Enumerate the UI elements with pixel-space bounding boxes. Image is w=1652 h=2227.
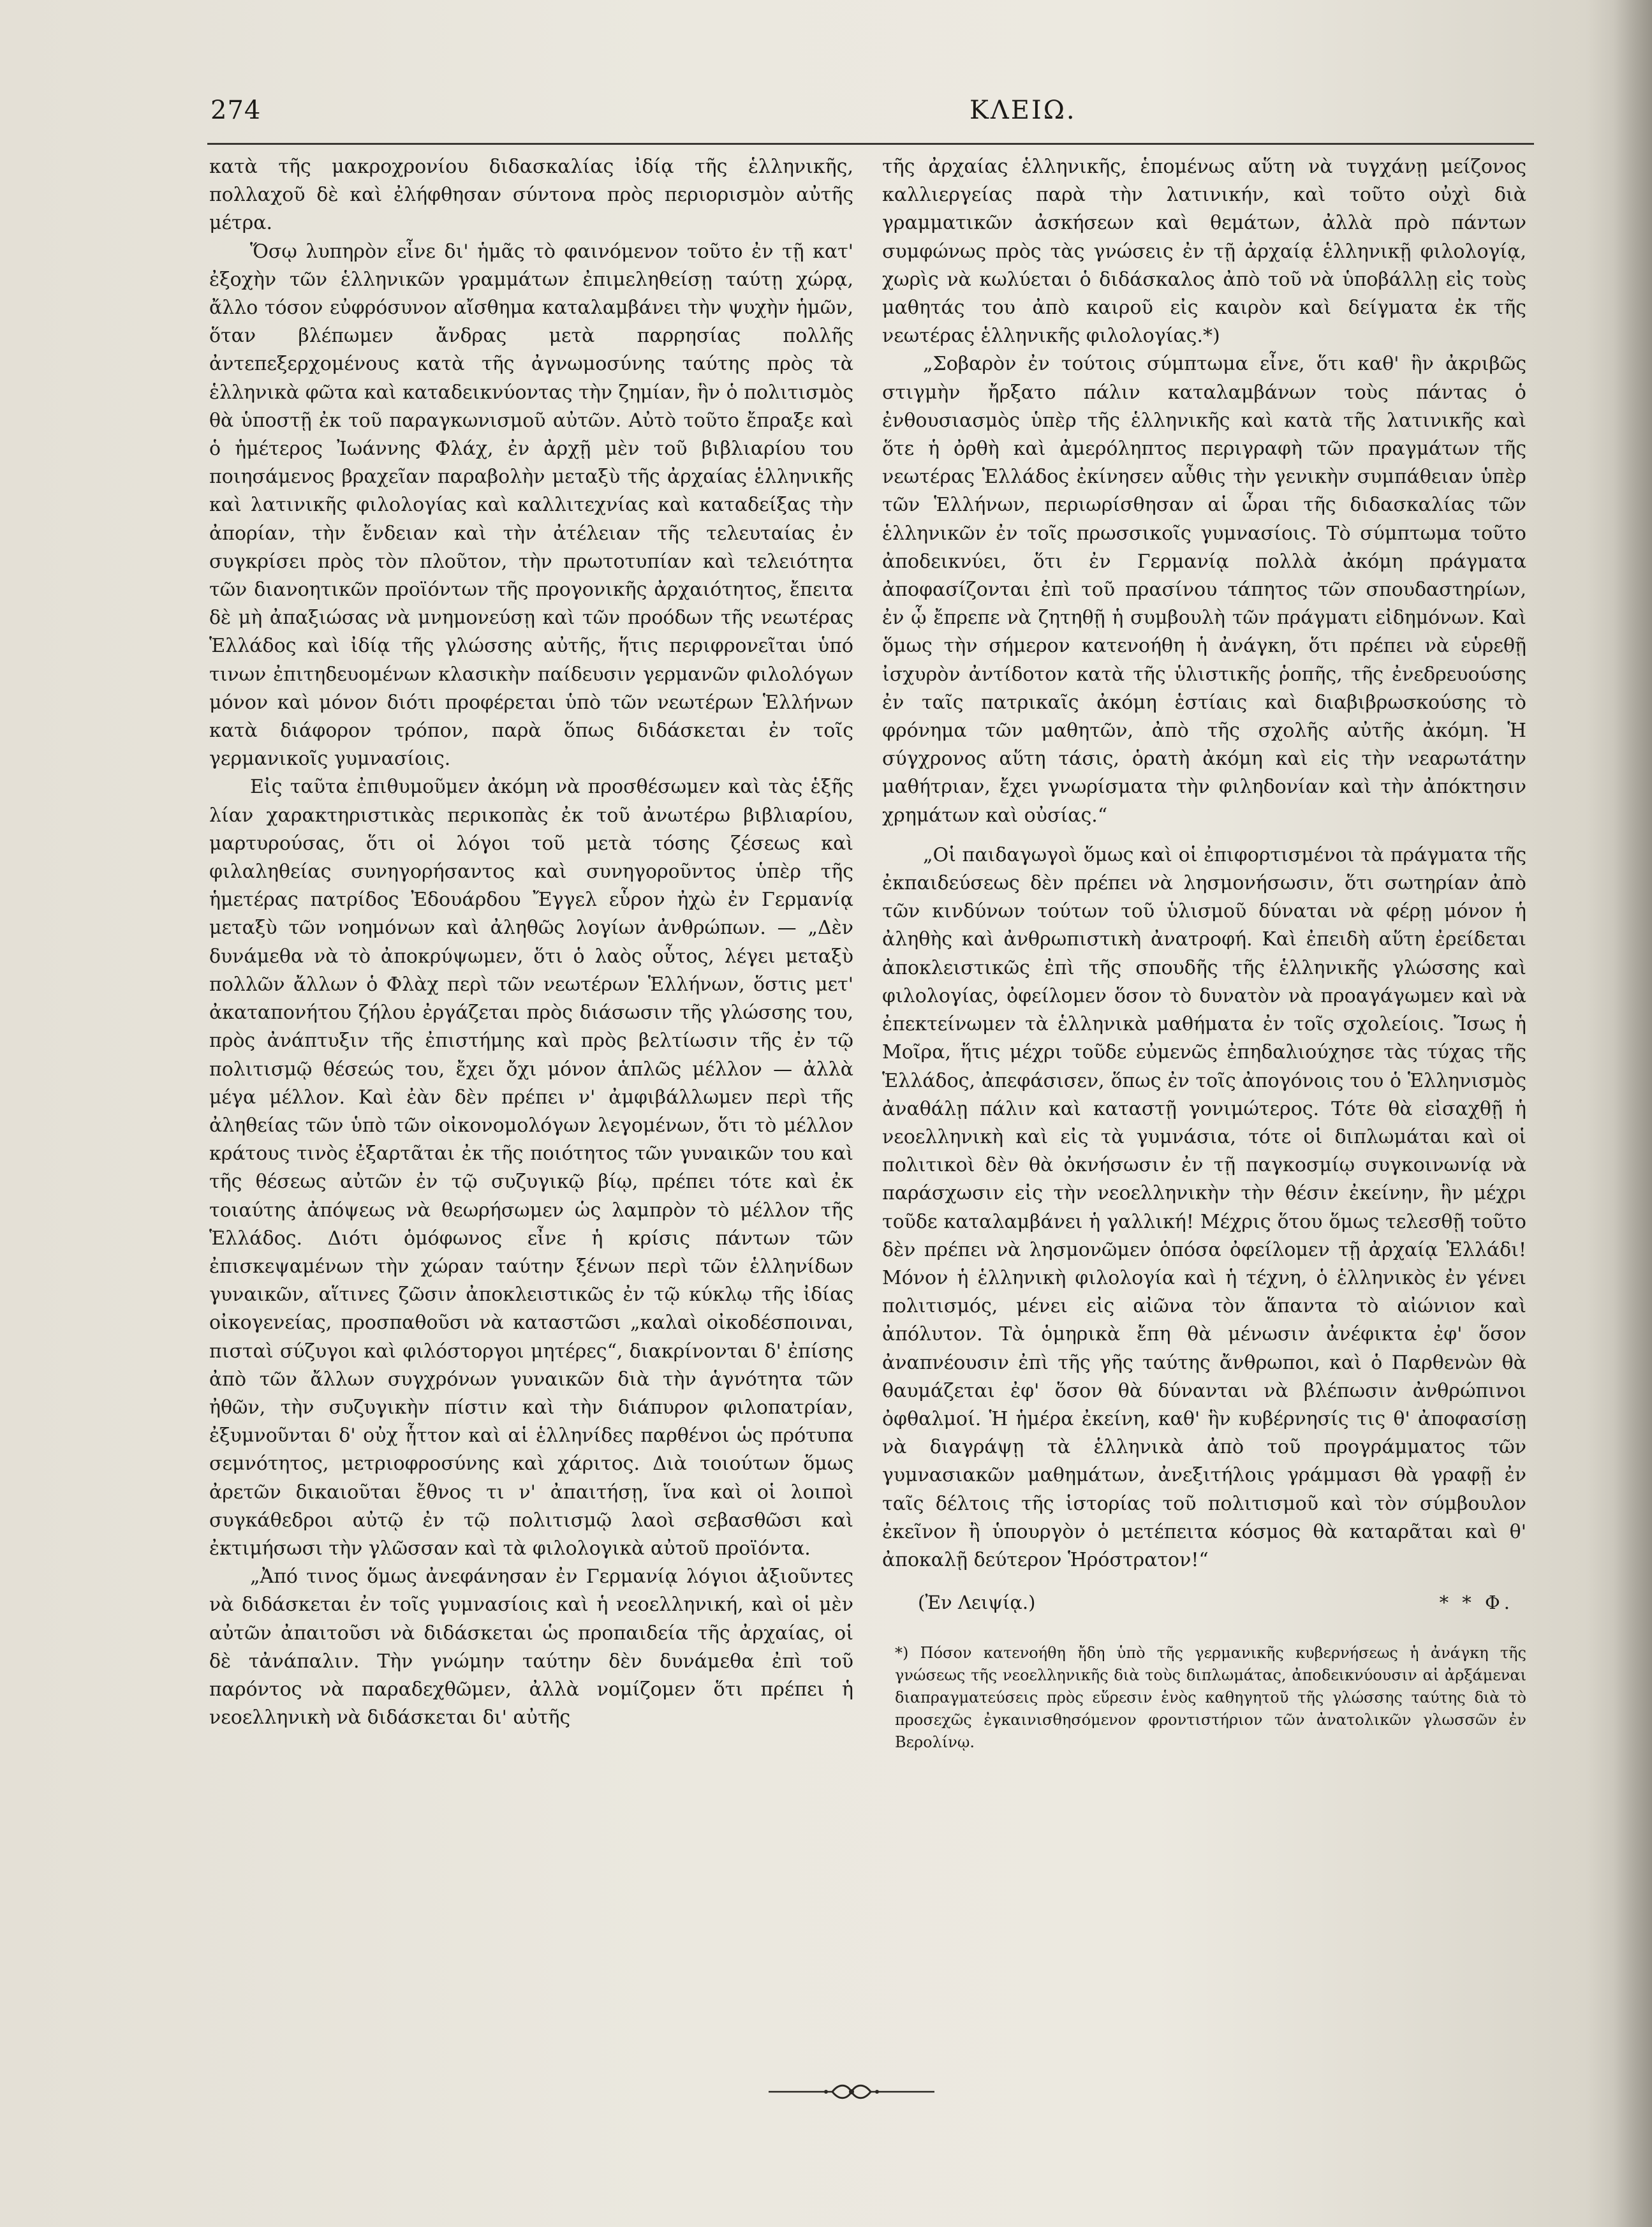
running-title: ΚΛΕΙΩ.	[970, 96, 1077, 125]
page-edge-shadow	[1614, 0, 1652, 2227]
signature-name: * * Φ.	[1439, 1592, 1514, 1614]
paragraph: „Ἀπό τινος ὅμως ἀνεφάνησαν ἐν Γερμανίᾳ λόγιοι ἀξιοῦντες νὰ διδάσκεται ἐν τοῖς γυμνασίοις καὶ ἡ νεοελληνική, καὶ οἱ μὲν αὐτῶν ἀπαιτοῦσι νὰ διδάσκεται ὡς προπαιδεία τῆς ἀρχαίας, οἱ δὲ τἀνάπαλιν. Τὴν γνώμην ταύτην δὲν δυνάμεθα ἐπὶ τοῦ παρόντος νὰ παραδεχθῶμεν, ἀλλὰ νομίζομεν ὅτι πρέπει ἡ νεοελληνικὴ νὰ διδάσκεται δι' αὐτῆς	[209, 1565, 853, 1729]
paragraph: Ὅσῳ λυπηρὸν εἶνε δι' ἡμᾶς τὸ φαινόμενον τοῦτο ἐν τῇ κατ' ἐξοχὴν τῶν ἑλληνικῶν γραμμάτων ἐπιμεληθείσῃ ταύτῃ χώρᾳ, ἄλλο τόσον εὐφρόσυνον αἴσθημα καταλαμβάνει τὴν ψυχὴν ἡμῶν, ὅταν βλέπωμεν ἄνδρας μετὰ παρρησίας πολλῆς ἀντεπεξερχομένους κατὰ τῆς ἀγνωμοσύνης ταύτης πρὸς τὰ ἑλληνικὰ φῶτα καὶ καταδεικνύοντας τὴν ζημίαν, ἣν ὁ πολιτισμὸς θὰ ὑποστῇ ἐκ τοῦ παραγκωνισμοῦ αὐτῶν. Αὐτὸ τοῦτο ἔπραξε καὶ ὁ ἡμέτερος Ἰωάννης Φλάχ, ἐν ἀρχῇ μὲν τοῦ βιβλιαρίου του ποιησάμενος βραχεῖαν παραβολὴν μεταξὺ τῆς ἀρχαίας ἑλληνικῆς καὶ λατινικῆς φιλολογίας καὶ καλλιτεχνίας καὶ καταδείξας τὴν ἀπορίαν, τὴν ἔνδειαν καὶ τὴν ἀτέλειαν τῆς τελευταίας ἐν συγκρίσει πρὸς τὸν πλοῦτον, τὴν πρωτοτυπίαν καὶ τελειότητα τῶν διανοητικῶν προϊόντων τῆς προγονικῆς ἀρχαιότητος, ἔπειτα δὲ μὴ ἀπαξιώσας νὰ μνημονεύσῃ καὶ τῶν προόδων τῆς νεωτέρας Ἑλλάδος καὶ ἰδίᾳ τῆς γλώσσης αὐτῆς, ἥτις περιφρονεῖται ὑπό τινων ἐπιτηδευομένων κλασικὴν παίδευσιν γερμανῶν φιλολόγων μόνον καὶ μόνον διότι προφέρεται ὑπὸ τῶν νεωτέρων Ἑλλήνων κατὰ διάφορον τρόπον, παρὰ ὅπως διδάσκεται ἐν τοῖς γερμανικοῖς γυμνασίοις.	[209, 240, 853, 771]
header-rule	[207, 143, 1534, 145]
paragraph: κατὰ τῆς μακροχρονίου διδασκαλίας ἰδίᾳ τῆς ἑλληνικῆς, πολλαχοῦ δὲ καὶ ἐλήφθησαν σύντονα πρὸς περιορισμὸν αὐτῆς μέτρα.	[209, 156, 853, 235]
page-number: 274	[210, 96, 262, 125]
paragraph: „Οἱ παιδαγωγοὶ ὅμως καὶ οἱ ἐπιφορτισμένοι τὰ πράγματα τῆς ἐκπαιδεύσεως δὲν πρέπει νὰ λησμονήσωσιν, ὅτι σωτηρίαν ἀπὸ τῶν κινδύνων τούτων τοῦ ὑλισμοῦ δύναται νὰ φέρῃ μόνον ἡ ἀληθὴς καὶ ἀνθρωπιστικὴ ἀνατροφή. Καὶ ἐπειδὴ αὕτη ἐρείδεται ἀποκλειστικῶς ἐπὶ τῆς σπουδῆς τῆς ἑλληνικῆς γλώσσης καὶ φιλολογίας, ὀφείλομεν ὅσον τὸ δυνατὸν νὰ προαγάγωμεν καὶ νὰ ἐπεκτείνωμεν τὰ ἑλληνικὰ μαθήματα ἐν τοῖς σχολείοις. Ἴσως ἡ Μοῖρα, ἥτις μέχρι τοῦδε εὐμενῶς ἐπηδαλιούχησε τὰς τύχας τῆς Ἑλλάδος, ἀπεφάσισεν, ὅπως ἐν τοῖς ἀπογόνοις του ὁ Ἑλληνισμὸς ἀναθάλῃ πάλιν καὶ καταστῇ γονιμώτερος. Τότε θὰ εἰσαχθῇ ἡ νεοελληνικὴ καὶ εἰς τὰ γυμνάσια, τότε οἱ διπλωμάται καὶ οἱ πολιτικοὶ δὲν θὰ ὀκνήσωσιν ἐν τῇ παγκοσμίῳ συγκοινωνίᾳ νὰ παράσχωσιν εἰς τὴν νεοελληνικὴν τὴν θέσιν ἐκείνην, ἣν μέχρι τοῦδε καταλαμβάνει ἡ γαλλική! Μέχρις ὅτου ὅμως τελεσθῇ τοῦτο δὲν πρέπει νὰ λησμονῶμεν ὁπόσα ὀφείλομεν τῇ ἀρχαίᾳ Ἑλλάδι! Μόνον ἡ ἑλληνικὴ φιλολογία καὶ ἡ τέχνη, ὁ ἑλληνικὸς ἐν γένει πολιτισμός, μένει εἰς αἰῶνα τὸν ἅπαντα τὸ αἰώνιον καὶ ἀπόλυτον. Τὰ ὁμηρικὰ ἔπη θὰ μένωσιν ἀνέφικτα ἐφ' ὅσον ἀναπνέουσιν ἐπὶ τῆς γῆς ταύτης ἄνθρωποι, καὶ ὁ Παρθενὼν θὰ θαυμάζεται ἐφ' ὅσον θὰ δύνανται νὰ βλέπωσιν ἀνθρώπινοι ὀφθαλμοί. Ἡ ἡμέρα ἐκείνη, καθ' ἣν κυβέρνησίς τις θ' ἀποφασίσῃ νὰ διαγράψῃ τὰ ἑλληνικὰ ἀπὸ τοῦ προγράμματος τῶν γυμνασιακῶν μαθημάτων, ἀνεξιτήλοις γράμμασι θὰ γραφῇ ἐν ταῖς δέλτοις τῆς ἱστορίας τοῦ πολιτισμοῦ καὶ τὸν σύμβουλον ἐκεῖνον ἢ ὑπουργὸν ὁ μετέπειτα κόσμος θὰ καταρᾶται καὶ θ' ἀποκαλῇ δεύτερον Ἡρόστρατον!“	[882, 843, 1526, 1571]
left-column	[209, 153, 853, 1732]
right-column-paragraphs	[882, 153, 1526, 1574]
paragraph-gap	[882, 830, 1526, 841]
footnote: *) Πόσον κατενοήθη ἤδη ὑπὸ τῆς γερμανικῆς κυβερνήσεως ἡ ἀνάγκη τῆς γνώσεως τῆς νεοελληνικῆς διὰ τοὺς διπλωμάτας, ἀποδεικνύουσιν αἱ ἀρξάμεναι διαπραγματεύσεις πρὸς εὕρεσιν ἑνὸς καθηγητοῦ τῆς γλώσσης ταύτης διὰ τὸ προσεχῶς ἐγκαινισθησόμενον φροντιστήριον τῶν ἀνατολικῶν γλωσσῶν ἐν Βερολίνῳ.	[895, 1644, 1526, 1752]
paragraph: τῆς ἀρχαίας ἑλληνικῆς, ἑπομένως αὕτη νὰ τυγχάνῃ μείζονος καλλιεργείας παρὰ τὴν λατινικήν, καὶ τοῦτο οὐχὶ διὰ γραμματικῶν ἀσκήσεων καὶ θεμάτων, ἀλλὰ πρὸ πάντων συμφώνως πρὸς τὰς γνώσεις ἐν τῇ ἀρχαίᾳ ἑλληνικῇ φιλολογίᾳ, χωρὶς νὰ κωλύεται ὁ διδάσκαλος ἀπὸ τοῦ νὰ ὑποβάλλῃ εἰς τοὺς μαθητάς του ἀπὸ καιροῦ εἰς καιρὸν καὶ δείγματα ἐκ τῆς νεωτέρας ἑλληνικῆς φιλολογίας.*)	[882, 156, 1526, 348]
signature-row	[882, 1588, 1526, 1617]
page-header	[210, 96, 1524, 134]
decorative-fleuron-icon	[762, 2081, 941, 2103]
signature-place: (Ἐν Λειψίᾳ.)	[918, 1592, 1036, 1614]
paragraph: „Σοβαρὸν ἐν τούτοις σύμπτωμα εἶνε, ὅτι καθ' ἣν ἀκριβῶς στιγμὴν ἤρξατο πάλιν καταλαμβάνων τοὺς πάντας ὁ ἐνθουσιασμὸς ὑπὲρ τῆς ἑλληνικῆς καὶ κατὰ τῆς λατινικῆς καὶ ὅτε ἡ ὀρθὴ καὶ ἀμερόληπτος περιγραφὴ τῶν πραγμάτων τῆς νεωτέρας Ἑλλάδος ἐκίνησεν αὖθις τὴν γενικὴν συμπάθειαν ὑπὲρ τῶν Ἑλλήνων, περιωρίσθησαν αἱ ὧραι τῆς διδασκαλίας τῶν ἑλληνικῶν ἐν τοῖς πρωσσικοῖς γυμνασίοις. Τὸ σύμπτωμα τοῦτο ἀποδεικνύει, ὅτι ἐν Γερμανίᾳ πολλὰ ἀκόμη πράγματα ἀποφασίζονται ἐπὶ τοῦ πρασίνου τάπητος τῶν σπουδαστηρίων, ἐν ᾧ ἔπρεπε νὰ ζητηθῇ ἡ συμβουλὴ τῶν πράγματι εἰδημόνων. Καὶ ὅμως τὴν σήμερον κατενοήθη ἡ ἀνάγκη, ὅτι πρέπει νὰ εὑρεθῇ ἰσχυρὸν ἀντίδοτον κατὰ τῆς ὑλιστικῆς ῥοπῆς, τῆς ἐνεδρευούσης ἐν ταῖς πατρικαῖς ἀκόμη ἑστίαις καὶ διαβιβρωσκούσης τὸ φρόνημα τῶν μαθητῶν, ἀπὸ τῆς σχολῆς αὐτῆς ἀκόμη. Ἡ σύγχρονος αὕτη τάσις, ὁρατὴ ἀκόμη καὶ εἰς τὴν νεαρωτάτην μαθήτριαν, ἔχει γνωρίσματα τὴν φιληδονίαν καὶ τὴν ἀπόκτησιν χρημάτων καὶ οὐσίας.“	[882, 353, 1526, 827]
paragraph: Εἰς ταῦτα ἐπιθυμοῦμεν ἀκόμη νὰ προσθέσωμεν καὶ τὰς ἑξῆς λίαν χαρακτηριστικὰς περικοπὰς ἐκ τοῦ ἀνωτέρω βιβλιαρίου, μαρτυρούσας, ὅτι οἱ λόγοι τοῦ μετὰ τόσης ζέσεως καὶ φιλαληθείας συνηγορήσαντος καὶ συνηγοροῦντος ὑπὲρ τῆς ἡμετέρας πατρίδος Ἐδουάρδου Ἔγγελ εὗρον ἠχὼ ἐν Γερμανίᾳ μεταξὺ τῶν νοημόνων καὶ ἀληθῶς λογίων ἀνθρώπων. — „Δὲν δυνάμεθα νὰ τὸ ἀποκρύψωμεν, ὅτι ὁ λαὸς οὗτος, λέγει μεταξὺ πολλῶν ἄλλων ὁ Φλὰχ περὶ τῶν νεωτέρων Ἑλλήνων, ὅστις μετ' ἀκαταπονήτου ζήλου ἐργάζεται πρὸς διάσωσιν τῆς γλώσσης του, πρὸς ἀνάπτυξιν τῆς ἐπιστήμης καὶ πρὸς βελτίωσιν τῆς ἐν τῷ πολιτισμῷ θέσεώς του, ἔχει ὄχι μόνον ἁπλῶς μέλλον — ἀλλὰ μέγα μέλλον. Καὶ ἐὰν δὲν πρέπει ν' ἀμφιβάλλωμεν περὶ τῆς ἀληθείας τῶν ὑπὸ τῶν οἰκονομολόγων λεγομένων, ὅτι τὸ μέλλον κράτους τινὸς ἐξαρτᾶται ἐκ τῆς ποιότητος τῶν γυναικῶν του καὶ τῆς θέσεως αὐτῶν ἐν τῷ συζυγικῷ βίῳ, πρέπει τότε καὶ ἐκ τοιαύτης ἀπόψεως νὰ θεωρήσωμεν ὡς λαμπρὸν τὸ μέλλον τῆς Ἑλλάδος. Διότι ὁμόφωνος εἶνε ἡ κρίσις πάντων τῶν ἐπισκεψαμένων τὴν χώραν ταύτην ξένων περὶ τῶν ἑλληνίδων γυναικῶν, αἵτινες ζῶσιν ἀποκλειστικῶς ἐν τῷ κύκλῳ τῆς ἰδίας οἰκογενείας, προσπαθοῦσι νὰ καταστῶσι „καλαὶ οἰκοδέσποιναι, πισταὶ σύζυγοι καὶ φιλόστοργοι μητέρες“, διακρίνονται δ' ἐπίσης ἀπὸ τῶν ἄλλων συγχρόνων γυναικῶν διὰ τὴν ἁγνότητα τῶν ἠθῶν, τὴν συζυγικὴν πίστιν καὶ τὴν διάπυρον φιλοπατρίαν, ἐξυμνοῦνται δ' οὐχ ἧττον καὶ αἱ ἑλληνίδες παρθένοι ὡς πρότυπα σεμνότητος, μετριοφροσύνης καὶ χάριτος. Διὰ τοιούτων ὅμως ἀρετῶν δικαιοῦται ἔθνος τι ν' ἀπαιτήσῃ, ἵνα καὶ οἱ λοιποὶ συγκάθεδροι αὐτῷ ἐν τῷ πολιτισμῷ λαοὶ σεβασθῶσι καὶ ἐκτιμήσωσι τὴν γλῶσσαν καὶ τὰ φιλολογικὰ αὐτοῦ προϊόντα.	[209, 776, 853, 1560]
right-column	[882, 153, 1526, 1754]
